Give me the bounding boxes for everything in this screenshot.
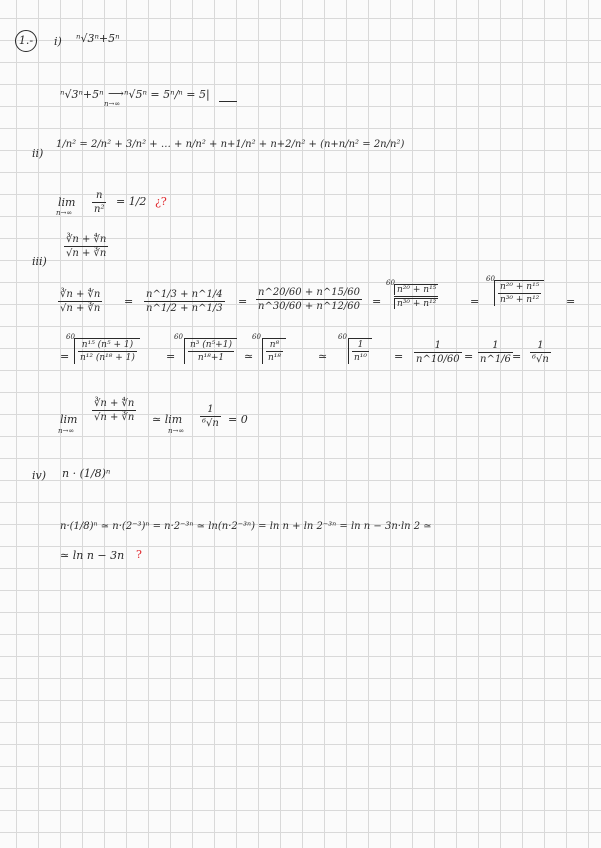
fraction-denominator: n¹⁸ [268,353,282,363]
fraction-numerator: 1 [207,404,214,415]
part-iv-header: n · (1/8)ⁿ [62,467,111,480]
part-ii-lim: lim [58,196,76,209]
eq-sign: = [464,350,474,363]
part-i-label: i) [54,35,62,48]
fraction-denominator: ⁶√n [532,354,549,365]
iii-row2-g [530,340,551,365]
iii-limit-mid-fraction [200,404,221,429]
sum-term-8: 2n/n² [373,139,401,150]
approx-sign: ≃ [244,350,254,363]
fraction-denominator: ⁶√n [202,418,219,429]
fraction-numerator: n^1/3 + n^1/4 [146,289,223,300]
fraction-denominator: n^1/6 [480,354,511,365]
part-ii-limit-fraction [92,190,106,215]
fraction-numerator: 1 [357,340,364,350]
fraction-denominator: n¹² (n¹⁸ + 1) [80,353,135,363]
fraction-numerator: 1 [492,340,499,351]
part-ii-limit-result: = 1/2 [116,195,147,208]
part-iv-line2: ≃ ln n − 3n [60,549,125,562]
iii-limit-mid: ≃ lim [152,413,183,426]
fraction-numerator: ∛n + ∜n [66,234,107,245]
iii-step4 [494,280,544,306]
fraction-numerator: 1 [434,340,441,351]
fraction-denominator: n² [94,204,105,215]
fraction-numerator: n⁸ [269,340,280,350]
sum-term-7: n+n/n² [323,139,360,150]
part-iii-expression [64,234,108,259]
sum-term-5: n+1/n² [220,139,256,150]
fraction-denominator: n³⁰ + n¹² [394,298,438,309]
fraction-numerator: n³ (n⁵+1) [190,340,232,350]
sum-term-4: n/n² [185,139,206,150]
fraction-numerator: n²⁰ + n¹⁵ [500,282,540,292]
iii-row2-f [478,340,513,365]
sum-term-3: 3/n² [125,139,147,150]
eq-sign: = [470,295,480,308]
part-i-line1-left: ⁿ√3ⁿ+5ⁿ [60,88,104,101]
iii-step4-index: 60 [486,275,495,283]
fraction-denominator: n^1/2 + n^1/3 [146,303,223,314]
fraction-numerator: ∛n + ∜n [94,398,135,409]
fraction-denominator: n^10/60 [416,354,460,365]
row2b-index: 60 [174,333,183,341]
iii-step3-index: 60 [386,279,395,287]
fraction-numerator: n [96,190,103,201]
approx-sign: ≃ [318,350,328,363]
part-ii-label: ii) [32,147,44,160]
fraction-numerator: 1 [537,340,544,351]
fraction-denominator: n³⁰ + n¹² [500,295,540,305]
fraction-denominator: n¹⁰ [354,353,368,363]
iii-limit-mid-sub: n→∞ [168,427,185,435]
part-i-underline [219,101,237,102]
eq-sign: = [60,350,70,363]
iii-row2-b [184,338,237,364]
fraction-numerator: ∛n + ∜n [60,289,101,300]
iii-step3 [394,284,438,309]
sum-term-2: 2/n² [90,139,112,150]
iii-step0 [58,289,102,314]
iii-step2 [256,287,362,312]
sum-term-ellipsis: … [160,139,171,150]
iii-row2-c [262,338,286,364]
iii-limit-fraction [92,398,136,423]
sum-eq: = [79,139,88,150]
fraction-denominator: √n + ∛n [60,303,101,314]
eq-sign: = [394,350,404,363]
iii-row2-d [348,338,372,364]
eq-sign: = [512,350,522,363]
iii-step1 [144,289,225,314]
sum-term-6: n+2/n² [270,139,306,150]
iii-limit-result: = 0 [228,413,248,426]
row2c-index: 60 [252,333,261,341]
eq-sign: = [124,295,134,308]
part-iii-label: iii) [32,255,47,268]
fraction-denominator: n¹⁸+1 [197,353,225,363]
fraction-numerator: n²⁰ + n¹⁵ [394,284,438,295]
eq-sign: = [372,295,382,308]
exercise-number: 1.- [15,30,37,52]
eq-sign: = [166,350,176,363]
fraction-denominator: √n + ∛n [66,248,107,259]
sum-term-1: 1/n² [56,139,77,150]
row2d-index: 60 [338,333,347,341]
iii-lim-sub: n→∞ [58,427,75,435]
part-i-arrow-sub: n→∞ [104,100,121,108]
iii-row2-a [74,338,140,364]
eq-sign: = [238,295,248,308]
part-i-arrow: ⟶ [108,87,124,100]
part-ii-sum: 1/n² = 2/n² + 3/n² + … + n/n² + n+1/n² + n+2/n² + (n+n/n² = 2n/n²) [56,139,405,150]
iii-lim: lim [60,413,78,426]
part-iv-line1: n·(1/8)ⁿ ≃ n·(2⁻³)ⁿ = n·2⁻³ⁿ ≃ ln(n·2⁻³ⁿ) = ln n + ln 2⁻³ⁿ = ln n − 3n·ln 2 ≃ [60,521,432,532]
part-i-header: ⁿ√3ⁿ+5ⁿ [76,32,120,45]
eq-sign: = [566,295,576,308]
part-iv-label: iv) [32,469,47,482]
fraction-denominator: n^30/60 + n^12/60 [258,301,361,312]
part-ii-lim-sub: n→∞ [56,209,73,217]
iii-row2-e [414,340,462,365]
fraction-numerator: n¹⁵ (n⁵ + 1) [81,340,134,350]
fraction-denominator: √n + ∛n [94,412,135,423]
part-ii-note: ¿? [155,195,167,208]
row2-index: 60 [66,333,75,341]
part-iv-note: ? [136,548,142,561]
fraction-numerator: n^20/60 + n^15/60 [258,287,361,298]
part-i-line1-right: ⁿ√5ⁿ = 5ⁿ/ⁿ = 5| [124,88,210,101]
